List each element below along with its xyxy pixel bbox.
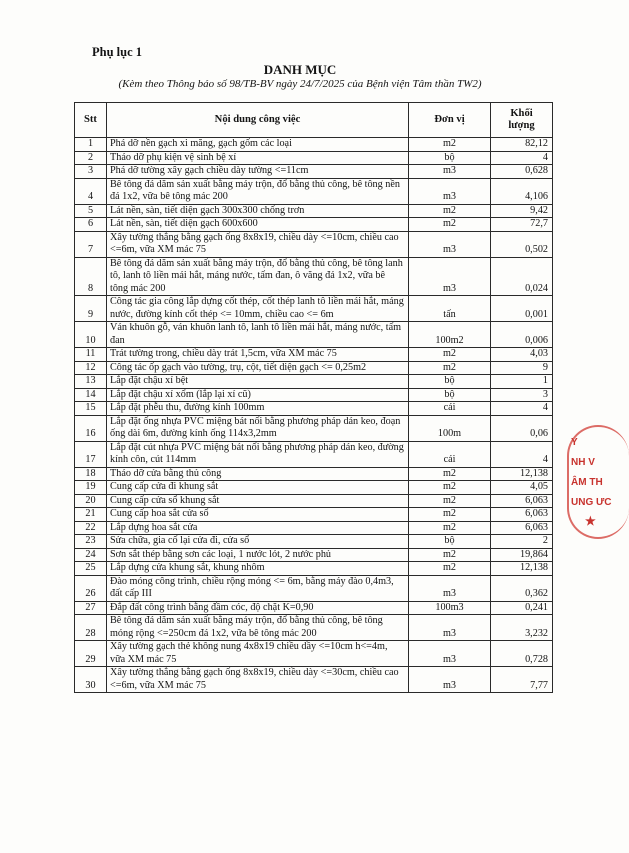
row-quantity: 6,063 — [491, 508, 553, 522]
row-unit: 100m3 — [409, 601, 491, 615]
row-unit: m3 — [409, 165, 491, 179]
row-quantity: 2 — [491, 535, 553, 549]
row-unit: m3 — [409, 231, 491, 257]
table-row — [75, 667, 553, 693]
document-subtitle: (Kèm theo Thông báo số 98/TB-BV ngày 24/7/2025 của Bệnh viện Tâm thần TW2) — [118, 78, 482, 90]
row-content: Cung cấp cửa đi khung sắt — [107, 481, 409, 495]
row-content: Tháo dỡ cửa bằng thủ công — [107, 467, 409, 481]
row-unit: m2 — [409, 204, 491, 218]
table-row — [75, 548, 553, 562]
row-content: Đắp đất công trình bằng đầm cóc, độ chặt K=0,90 — [107, 601, 409, 615]
header-content: Nội dung công việc — [107, 103, 409, 138]
stamp-line: UNG ƯC — [571, 497, 612, 508]
work-items-table — [74, 102, 553, 693]
row-stt: 25 — [75, 562, 107, 576]
row-quantity: 0,241 — [491, 601, 553, 615]
row-stt: 10 — [75, 322, 107, 348]
row-unit: bộ — [409, 388, 491, 402]
row-stt: 3 — [75, 165, 107, 179]
row-stt: 9 — [75, 296, 107, 322]
row-quantity: 0,362 — [491, 575, 553, 601]
row-content: Trát tường trong, chiều dày trát 1,5cm, vữa XM mác 75 — [107, 348, 409, 362]
row-content: Bê tông đá dăm sản xuất bằng máy trộn, đổ bằng thủ công, bê tông nền đá 1x2, vữa bê tông mác 200 — [107, 178, 409, 204]
table-row — [75, 521, 553, 535]
row-quantity: 4,106 — [491, 178, 553, 204]
row-content: Công tác ốp gạch vào tường, trụ, cột, tiết diện gạch <= 0,25m2 — [107, 361, 409, 375]
row-stt: 17 — [75, 441, 107, 467]
row-content: Sơn sắt thép bằng sơn các loại, 1 nước lót, 2 nước phủ — [107, 548, 409, 562]
table-row — [75, 151, 553, 165]
row-content: Lắp đặt phễu thu, đường kính 100mm — [107, 402, 409, 416]
row-quantity: 4 — [491, 402, 553, 416]
row-unit: m2 — [409, 218, 491, 232]
header-quantity-line1: Khối — [510, 107, 533, 119]
row-stt: 21 — [75, 508, 107, 522]
row-unit: 100m — [409, 415, 491, 441]
table-row — [75, 575, 553, 601]
row-stt: 26 — [75, 575, 107, 601]
stamp-line: ÂM TH — [571, 477, 603, 488]
row-unit: m3 — [409, 615, 491, 641]
row-stt: 30 — [75, 667, 107, 693]
row-content: Ván khuôn gỗ, ván khuôn lanh tô, lanh tô liền mái hắt, máng nước, tấm đan — [107, 322, 409, 348]
row-content: Lắp đặt chậu xí bệt — [107, 375, 409, 389]
row-quantity: 1 — [491, 375, 553, 389]
table-row — [75, 467, 553, 481]
row-stt: 12 — [75, 361, 107, 375]
row-unit: m2 — [409, 138, 491, 152]
row-stt: 18 — [75, 467, 107, 481]
row-stt: 14 — [75, 388, 107, 402]
table-row — [75, 562, 553, 576]
red-seal-stamp — [567, 425, 627, 535]
row-unit: bộ — [409, 375, 491, 389]
row-quantity: 3 — [491, 388, 553, 402]
row-quantity: 12,138 — [491, 467, 553, 481]
row-quantity: 0,001 — [491, 296, 553, 322]
row-content: Bê tông đá dăm sản xuất bằng máy trộn, đổ bằng thủ công, bê tông móng rộng <=250cm đá 1x2, vữa bê tông mác 200 — [107, 615, 409, 641]
row-quantity: 0,024 — [491, 257, 553, 296]
row-content: Tháo dỡ phụ kiện vệ sinh bệ xí — [107, 151, 409, 165]
table-row — [75, 231, 553, 257]
row-stt: 5 — [75, 204, 107, 218]
row-unit: cái — [409, 402, 491, 416]
table-row — [75, 375, 553, 389]
table-row — [75, 615, 553, 641]
row-unit: m2 — [409, 494, 491, 508]
row-stt: 4 — [75, 178, 107, 204]
row-unit: m2 — [409, 361, 491, 375]
row-stt: 15 — [75, 402, 107, 416]
row-quantity: 3,232 — [491, 615, 553, 641]
row-unit: m3 — [409, 667, 491, 693]
row-content: Lắp đặt chậu xí xổm (lắp lại xí cũ) — [107, 388, 409, 402]
row-content: Lắp đặt ống nhựa PVC miệng bát nối bằng phương pháp dán keo, đoạn ống dài 6m, đường kính ống 114x3,2mm — [107, 415, 409, 441]
header-stt: Stt — [75, 103, 107, 138]
row-unit: m2 — [409, 467, 491, 481]
row-stt: 23 — [75, 535, 107, 549]
document-title: DANH MỤC — [263, 62, 337, 77]
table-row — [75, 296, 553, 322]
row-stt: 29 — [75, 641, 107, 667]
appendix-label: Phụ lục 1 — [92, 45, 143, 59]
row-content: Sửa chữa, gia cố lại cửa đi, cửa sổ — [107, 535, 409, 549]
table-row — [75, 415, 553, 441]
row-quantity: 0,006 — [491, 322, 553, 348]
row-content: Lắp đặt cút nhựa PVC miệng bát nối bằng phương pháp dán keo, đường kính côn, cút 114mm — [107, 441, 409, 467]
row-quantity: 7,77 — [491, 667, 553, 693]
row-quantity: 9 — [491, 361, 553, 375]
row-unit: m2 — [409, 548, 491, 562]
table-row — [75, 348, 553, 362]
table-row — [75, 257, 553, 296]
row-content: Cung cấp hoa sắt cửa sổ — [107, 508, 409, 522]
row-unit: 100m2 — [409, 322, 491, 348]
table-row — [75, 361, 553, 375]
row-content: Xây tường thẳng bằng gạch ống 8x8x19, chiều dày <=10cm, chiều cao <=6m, vữa XM mác 75 — [107, 231, 409, 257]
row-unit: m2 — [409, 481, 491, 495]
header-quantity-line2: lượng — [508, 120, 535, 131]
table-row — [75, 481, 553, 495]
header-unit: Đơn vị — [409, 103, 491, 138]
table-row — [75, 402, 553, 416]
row-content: Xây tường gạch thẻ không nung 4x8x19 chiều dầy <=10cm h<=4m, vữa XM mác 75 — [107, 641, 409, 667]
row-content: Phá dỡ tường xây gạch chiều dày tường <=11cm — [107, 165, 409, 179]
row-stt: 27 — [75, 601, 107, 615]
row-unit: m3 — [409, 178, 491, 204]
header-quantity — [491, 103, 553, 138]
stamp-line: NH V — [571, 457, 595, 468]
row-stt: 7 — [75, 231, 107, 257]
row-unit: bộ — [409, 151, 491, 165]
row-stt: 19 — [75, 481, 107, 495]
row-quantity: 4,03 — [491, 348, 553, 362]
row-quantity: 6,063 — [491, 521, 553, 535]
table-row — [75, 138, 553, 152]
row-stt: 28 — [75, 615, 107, 641]
row-quantity: 0,728 — [491, 641, 553, 667]
row-unit: m3 — [409, 575, 491, 601]
row-stt: 22 — [75, 521, 107, 535]
row-content: Lắp dựng hoa sắt cửa — [107, 521, 409, 535]
row-quantity: 72,7 — [491, 218, 553, 232]
row-quantity: 9,42 — [491, 204, 553, 218]
table-row — [75, 178, 553, 204]
table-row — [75, 601, 553, 615]
row-quantity: 0,502 — [491, 231, 553, 257]
row-content: Phá dỡ nền gạch xi măng, gạch gốm các loại — [107, 138, 409, 152]
table-row — [75, 388, 553, 402]
row-quantity: 0,06 — [491, 415, 553, 441]
row-content: Bê tông đá dăm sản xuất bằng máy trộn, đổ bằng thủ công, bê tông lanh tô, lanh tô liền mái hắt, máng nước, tấm đan, ô văng đá 1x2, vữa bê tông mác 200 — [107, 257, 409, 296]
row-stt: 13 — [75, 375, 107, 389]
row-quantity: 82,12 — [491, 138, 553, 152]
stamp-star-icon: ★ — [585, 514, 596, 528]
row-unit: tấn — [409, 296, 491, 322]
row-quantity: 0,628 — [491, 165, 553, 179]
row-stt: 1 — [75, 138, 107, 152]
table-row — [75, 494, 553, 508]
row-unit: m3 — [409, 641, 491, 667]
row-quantity: 4 — [491, 441, 553, 467]
table-row — [75, 165, 553, 179]
table-row — [75, 218, 553, 232]
row-stt: 16 — [75, 415, 107, 441]
table-row — [75, 204, 553, 218]
row-stt: 20 — [75, 494, 107, 508]
stamp-text — [571, 433, 612, 513]
row-quantity: 19,864 — [491, 548, 553, 562]
row-quantity: 12,138 — [491, 562, 553, 576]
table-row — [75, 322, 553, 348]
row-unit: m2 — [409, 521, 491, 535]
row-content: Công tác gia công lắp dựng cốt thép, cốt thép lanh tô liền mái hắt, máng nước, đường kính cốt thép <= 10mm, chiều cao <= 6m — [107, 296, 409, 322]
row-quantity: 4 — [491, 151, 553, 165]
table-row — [75, 535, 553, 549]
row-unit: cái — [409, 441, 491, 467]
row-unit: bộ — [409, 535, 491, 549]
row-stt: 8 — [75, 257, 107, 296]
row-content: Lát nền, sàn, tiết diện gạch 600x600 — [107, 218, 409, 232]
row-quantity: 6,063 — [491, 494, 553, 508]
table-body — [75, 138, 553, 693]
row-content: Cung cấp cửa sổ khung sắt — [107, 494, 409, 508]
row-content: Lát nền, sàn, tiết diện gạch 300x300 chống trơn — [107, 204, 409, 218]
row-content: Lắp dựng cửa khung sắt, khung nhôm — [107, 562, 409, 576]
table-row — [75, 508, 553, 522]
table-row — [75, 441, 553, 467]
row-unit: m2 — [409, 348, 491, 362]
row-quantity: 4,05 — [491, 481, 553, 495]
row-stt: 2 — [75, 151, 107, 165]
row-unit: m2 — [409, 562, 491, 576]
table-header-row — [75, 103, 553, 138]
row-content: Xây tường thẳng bằng gạch ống 8x8x19, chiều dày <=30cm, chiều cao <=6m, vữa XM mác 75 — [107, 667, 409, 693]
row-unit: m3 — [409, 257, 491, 296]
row-unit: m2 — [409, 508, 491, 522]
table-row — [75, 641, 553, 667]
row-stt: 6 — [75, 218, 107, 232]
stamp-line: Y — [571, 437, 578, 448]
row-content: Đào móng công trình, chiều rộng móng <= 6m, bằng máy đào 0,4m3, đất cấp III — [107, 575, 409, 601]
row-stt: 11 — [75, 348, 107, 362]
row-stt: 24 — [75, 548, 107, 562]
